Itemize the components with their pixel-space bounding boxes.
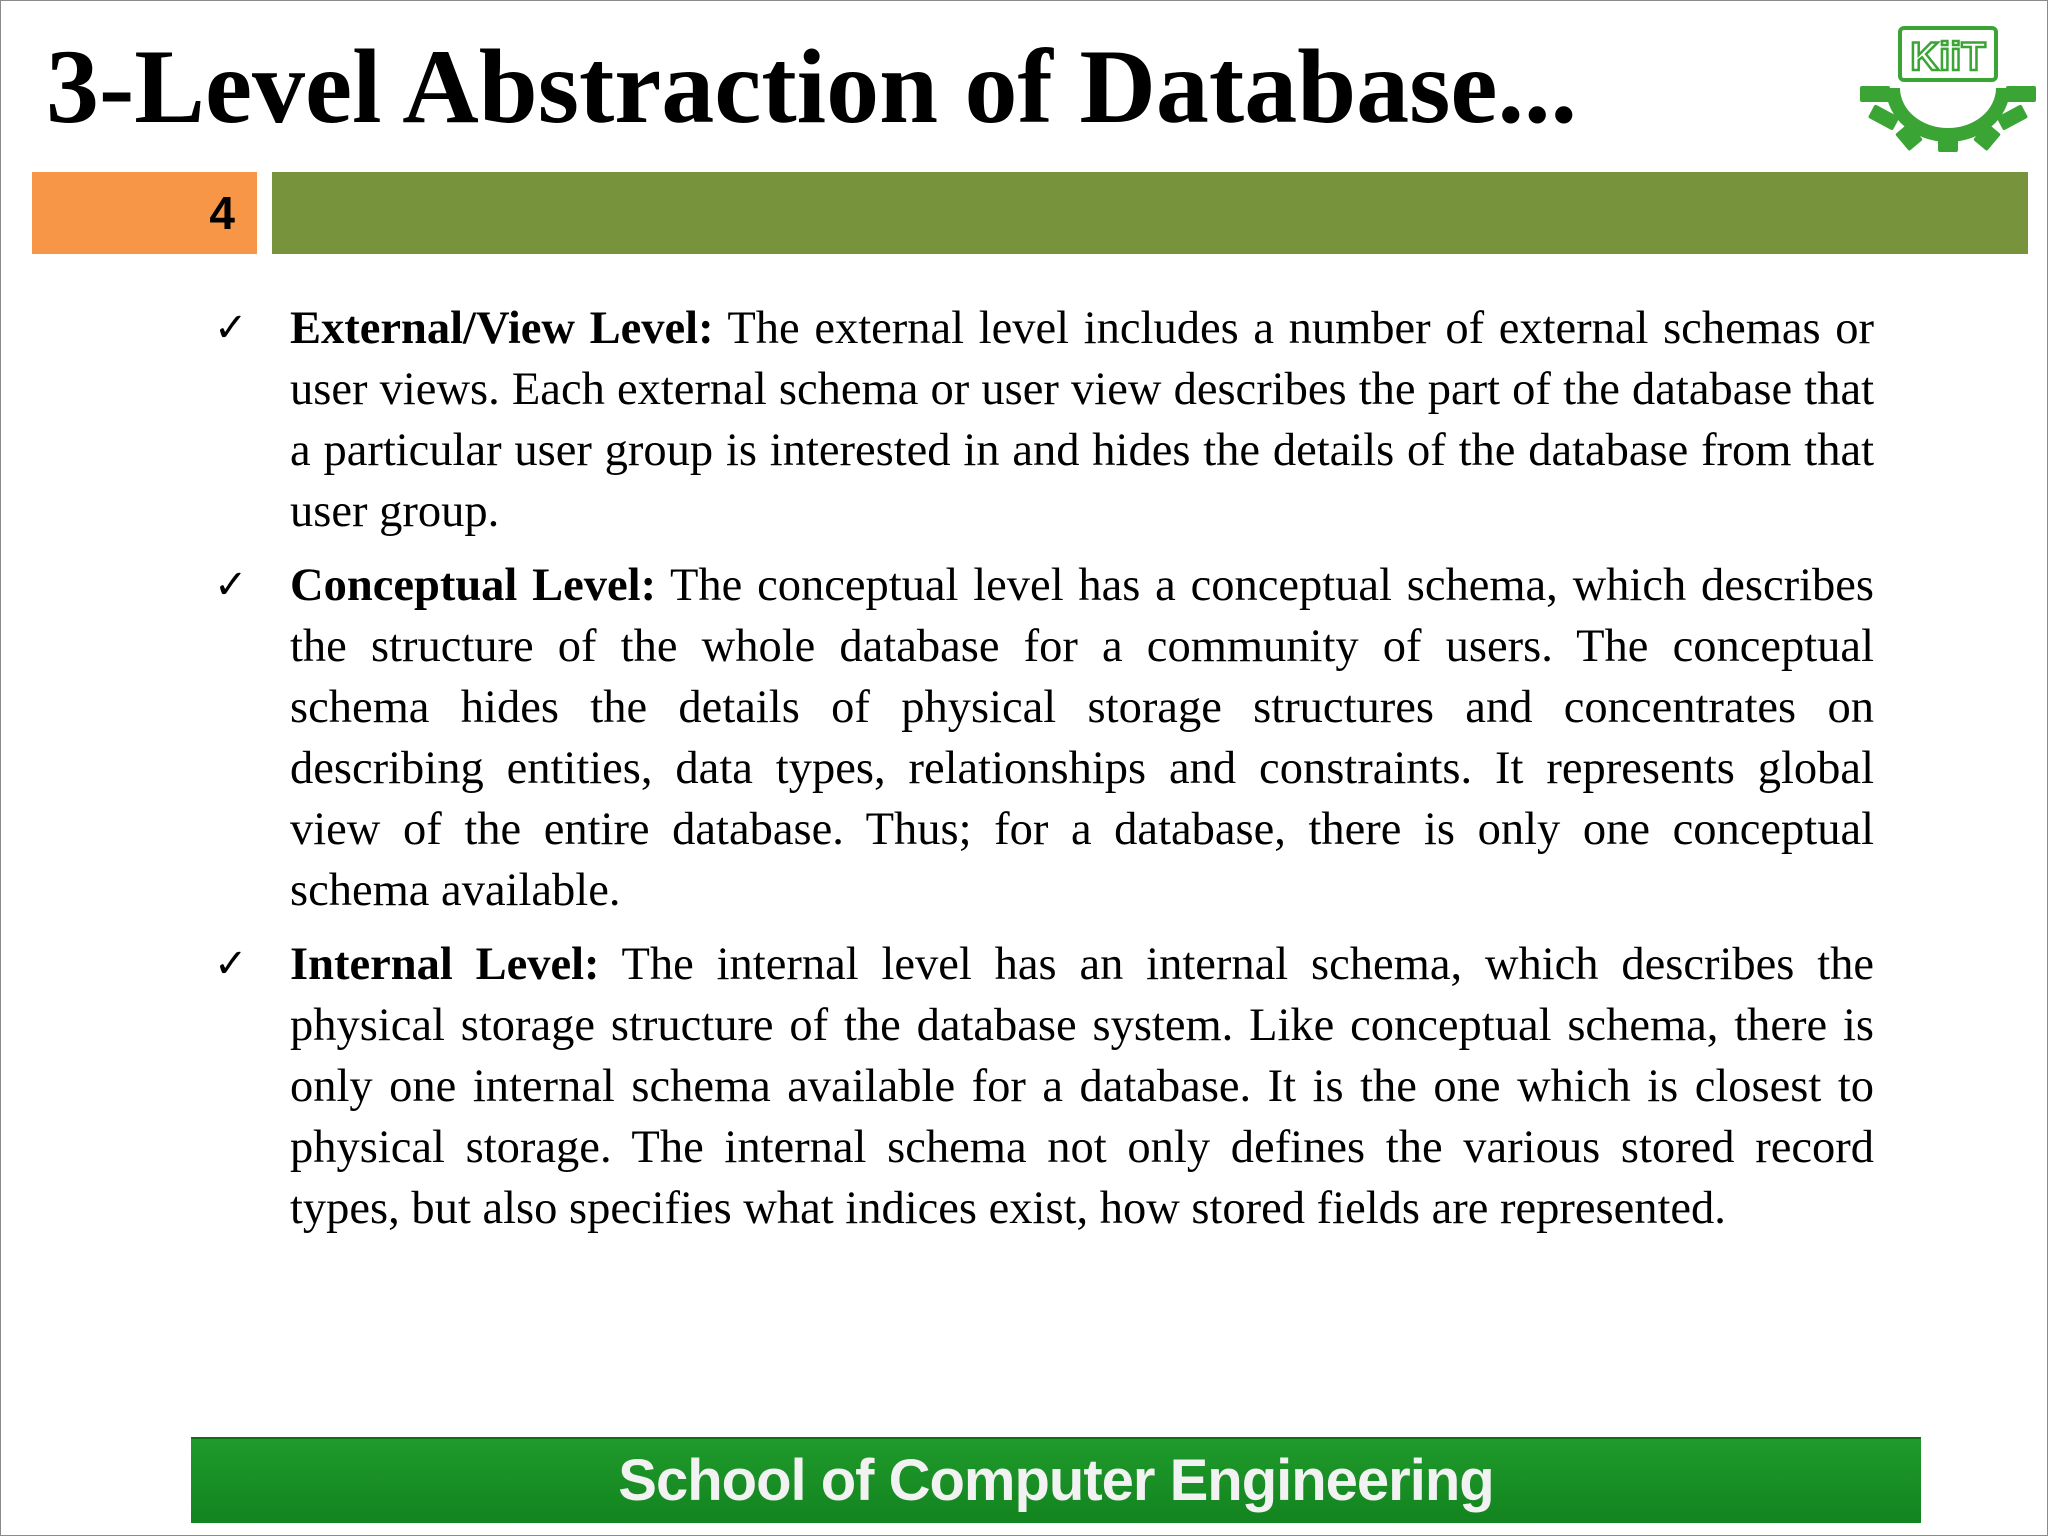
list-item-internal [214,934,1874,1239]
slide-number: 4 [209,187,235,239]
logo-text: KiiT [1910,35,1986,79]
term-label: Conceptual Level: [290,560,657,611]
checkmark-icon: ✓ [214,305,248,351]
slide-number-box [32,172,257,254]
header-band [272,172,2028,254]
list-item-conceptual [214,555,1874,921]
term-description: The conceptual level has a conceptual schema, which describes the structure of the whole database for a community of users. The conceptual schema hides the details of physical storage structures and concentrates on describing entities, data types, relationships and constraints. It represents global view of the entire database. Thus; for a database, there is only one conceptual schema available. [290,560,1874,916]
term-description: The external level includes a number of external schemas or user views. Each external schema or user view describes the part of the database that a particular user group is interested in and hides the details of the database from that user group. [290,303,1874,537]
checkmark-icon: ✓ [214,562,248,608]
term-label: External/View Level: [290,303,714,354]
slide-title: 3-Level Abstraction of Database... [46,28,1577,145]
content-list [214,298,1874,1252]
checkmark-icon: ✓ [214,941,248,987]
kiit-logo [1858,24,2038,152]
list-item-external [214,298,1874,542]
term-label: Internal Level: [290,939,600,990]
footer-text: School of Computer Engineering [618,1448,1494,1513]
term-description: The internal level has an internal schema, which describes the physical storage structure of the database system. Like conceptual schema, there is only one internal schema available for a database. It is the one which is closest to physical storage. The internal schema not only defines the various stored record types, but also specifies what indices exist, how stored fields are represented. [290,939,1875,1234]
footer-banner [191,1437,1921,1523]
